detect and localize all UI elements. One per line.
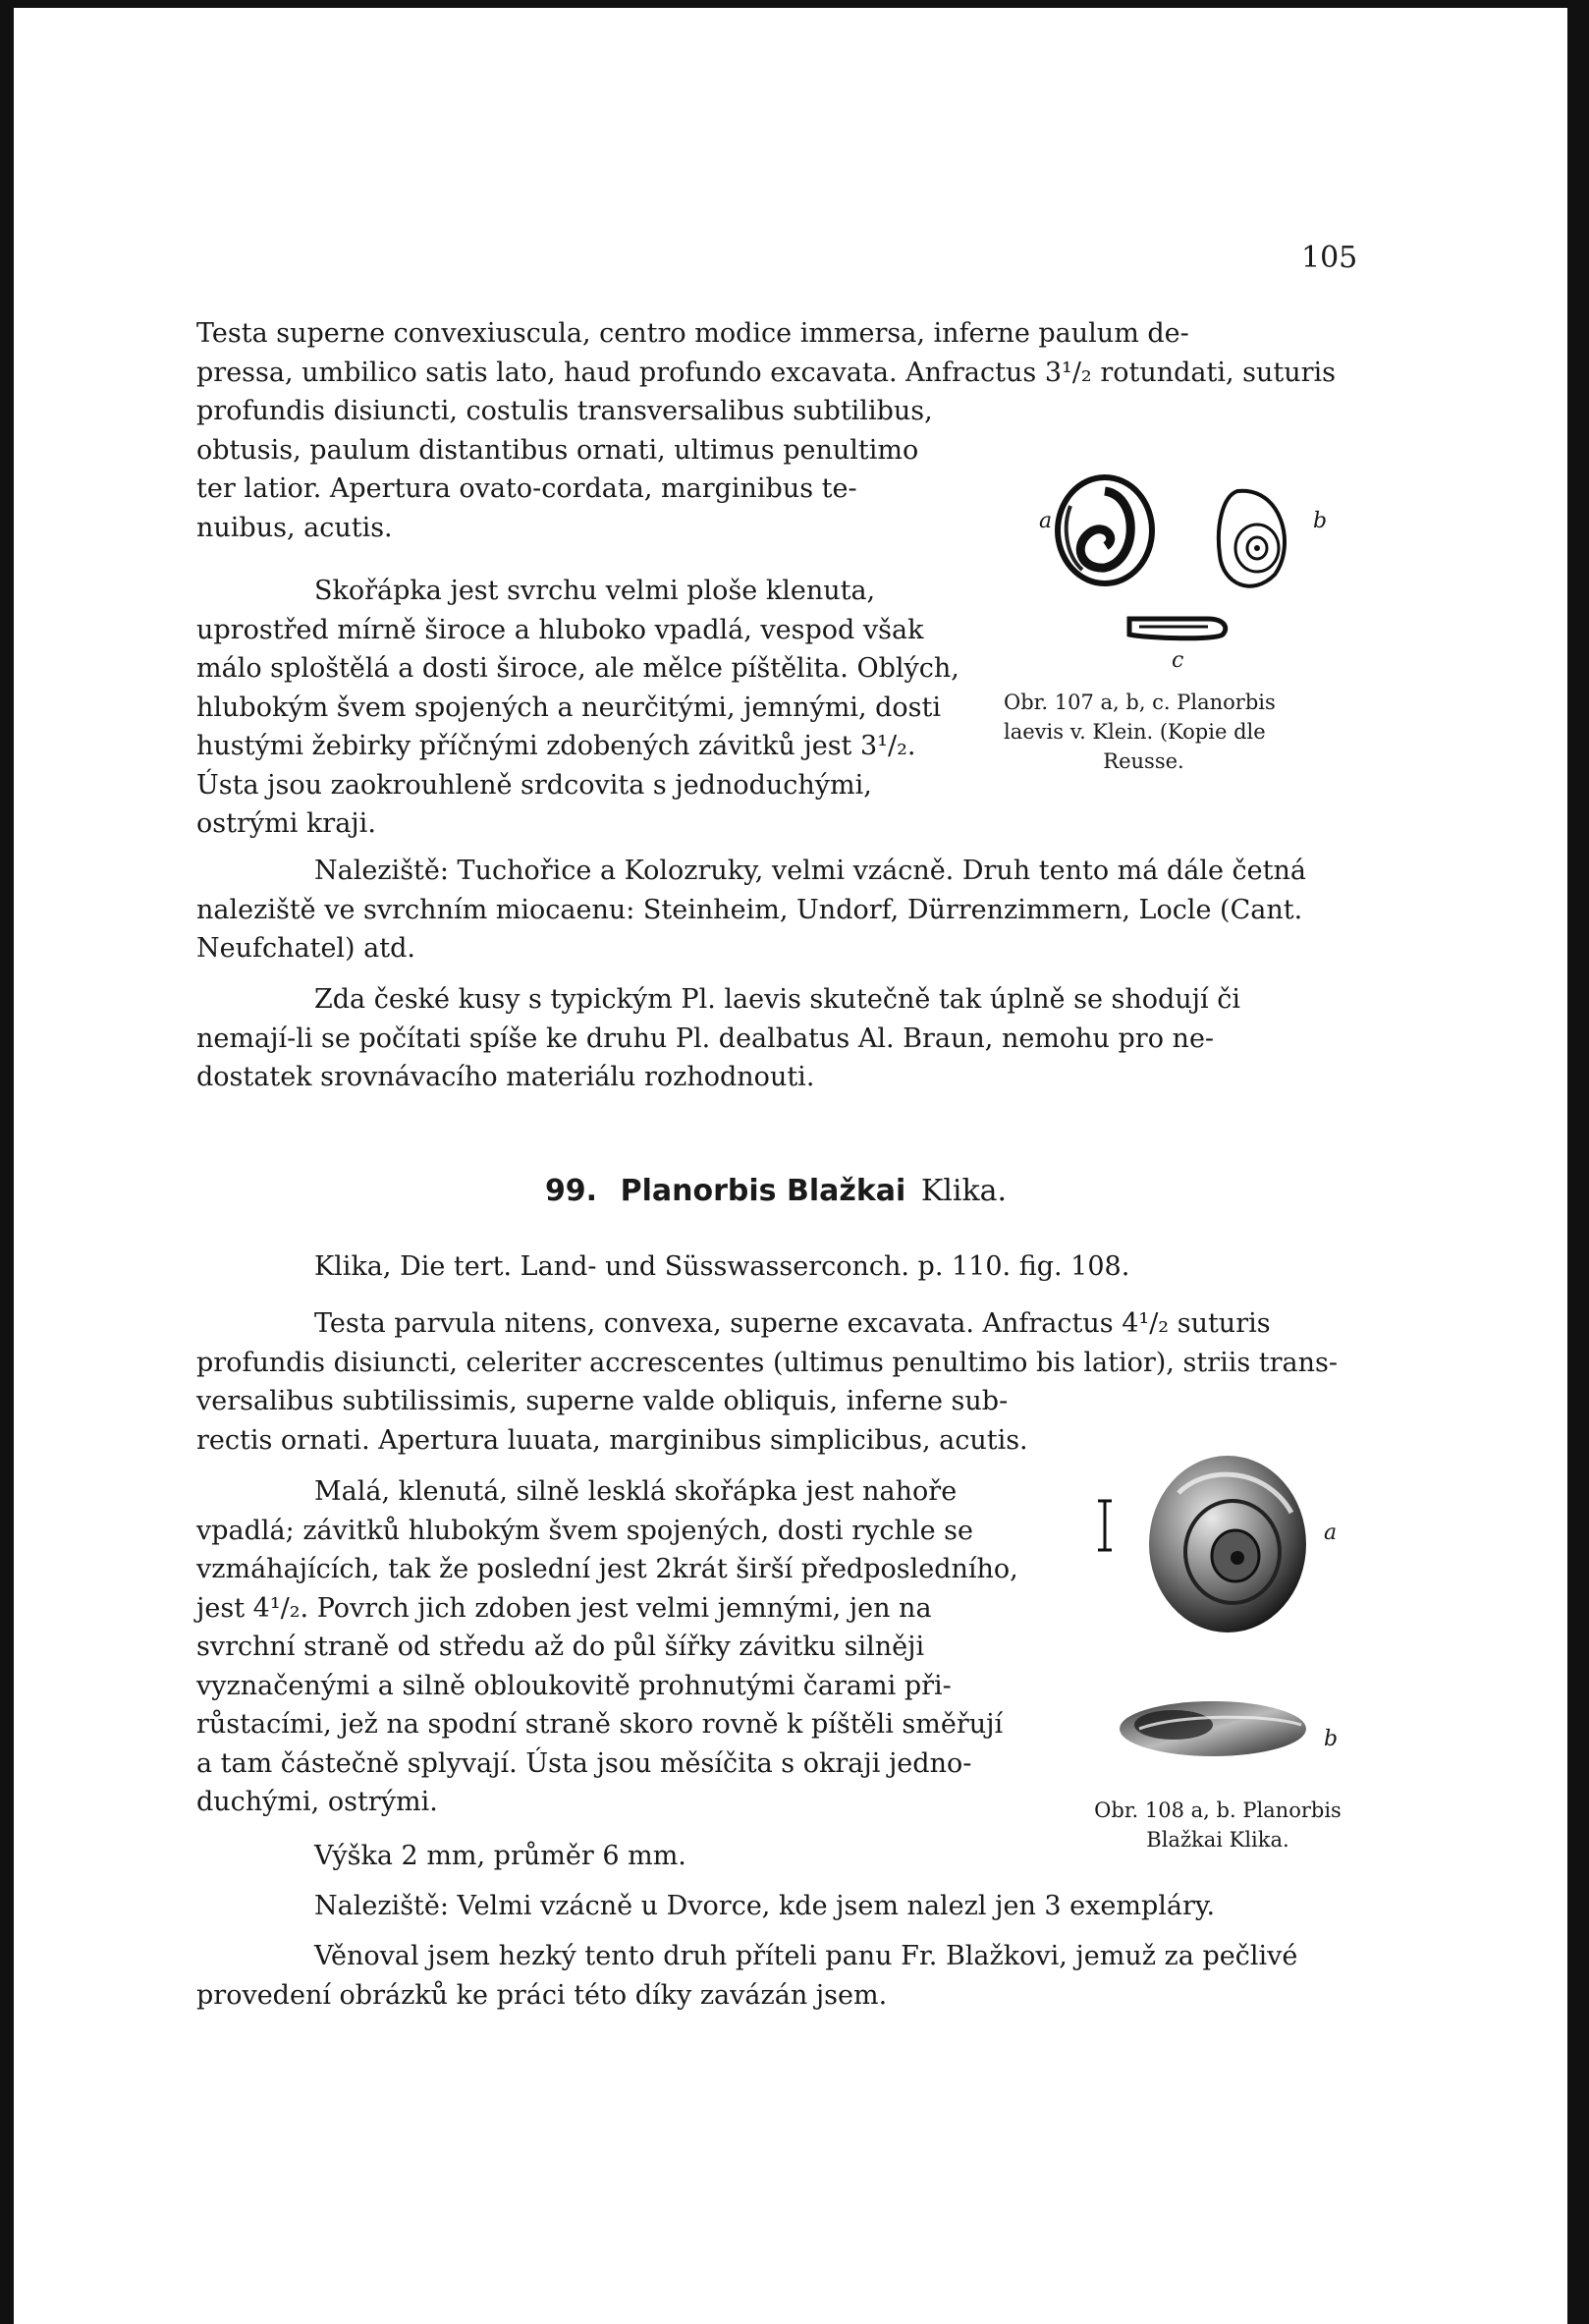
caption-line: Obr. 107 a, b, c. Planorbis [1004,691,1276,714]
text-line: Malá, klenutá, silně lesklá skořápka jest nahoře [314,1476,958,1507]
text-line: Zda české kusy s typickým Pl. laevis skutečně tak úplně se shodují či [314,984,1241,1015]
page-border-left [0,0,14,2324]
text-line: hustými žebirky příčnými zdobených závitků jest 3¹/₂. [196,731,916,761]
czech-description-laevis [196,572,972,844]
species-heading [196,1174,1355,1208]
text-line: Naleziště: Tuchořice a Kolozruky, velmi vzácně. Druh tento má dále četná [314,856,1306,886]
shell-107a-drawing [1058,477,1152,583]
caption-line: Reusse. [1103,749,1184,773]
latin-description-laevis [196,314,1355,392]
text-line: Ústa jsou zaokrouhleně srdcovita s jednoduchými, [196,769,872,801]
scale-bar-icon [1098,1501,1112,1550]
text-line: versalibus subtilissimis, superne valde obliquis, inferne sub- [196,1386,1009,1416]
figure-107-shells [1012,452,1336,648]
shell-107c-drawing [1129,619,1226,638]
page-border-right [1567,0,1589,2324]
text-line: nemají-li se počítati spíše ke druhu Pl. dealbatus Al. Braun, nemohu pro ne- [196,1023,1215,1054]
text-line: vzmáhajících, tak že poslední jest 2krát širší předposledního, [196,1554,1018,1584]
figure-108-caption [1080,1796,1355,1854]
page-border-top [0,0,1589,8]
figure-108-shells [1080,1434,1355,1788]
shell-108b-drawing [1120,1701,1306,1756]
species-number: 99. [544,1174,598,1208]
latin-description-blazkai [196,1304,1355,1382]
page-number: 105 [1301,241,1358,275]
literature-reference: Klika, Die tert. Land- und Süsswasserconch. p. 110. fig. 108. [314,1251,1130,1282]
remark-laevis [196,980,1355,1097]
locality-blazkai: Naleziště: Velmi vzácně u Dvorce, kde jsem nalezl jen 3 exempláry. [314,1891,1216,1921]
text-line: duchými, ostrými. [196,1787,438,1817]
text-line: nuibus, acutis. [196,512,393,543]
text-line: pressa, umbilico satis lato, haud profundo excavata. Anfractus 3¹/₂ rotundati, suturis [196,357,1337,388]
species-name: Planorbis Blažkai [620,1174,906,1208]
figure-107-label-a: a [1039,509,1053,533]
text-line: růstacími, jež na spodní straně skoro rovně k píštěli směřují [196,1709,1004,1740]
text-line: Věnoval jsem hezký tento druh příteli panu Fr. Blažkovi, jemuž za pečlivé [314,1941,1298,1971]
text-line: hlubokým švem spojených a neurčitými, jemnými, dosti [196,692,941,723]
species-author: Klika. [920,1174,1008,1208]
shell-108a-drawing [1149,1456,1306,1632]
figure-107-label-c: c [1172,648,1184,673]
text-line: provedení obrázků ke práci této díky zavázán jsem. [196,1979,888,2011]
figure-108-label-a: a [1324,1521,1338,1545]
figure-107-label-b: b [1313,509,1328,533]
figure-108-label-b: b [1324,1727,1339,1751]
locality-laevis [196,852,1355,968]
text-line: svrchní straně od středu až do půl šířky závitku silněji [196,1632,925,1662]
caption-line: Blažkai Klika. [1146,1828,1289,1852]
shell-107b-drawing [1219,491,1285,586]
text-line: Testa parvula nitens, convexa, superne excavata. Anfractus 4¹/₂ suturis [314,1308,1271,1339]
text-line: naleziště ve svrchním miocaenu: Steinheim, Undorf, Dürrenzimmern, Locle (Cant. [196,894,1303,925]
latin-description-blazkai-cont [196,1382,1041,1460]
text-line: Testa superne convexiuscula, centro modice immersa, inferne paulum de- [196,318,1189,349]
dimensions: Výška 2 mm, průměr 6 mm. [314,1841,686,1871]
caption-line: laevis v. Klein. (Kopie dle [1004,720,1266,744]
text-line: ter latior. Apertura ovato-cordata, marginibus te- [196,473,857,504]
text-line: uprostřed mírně široce a hluboko vpadlá, vespod však [196,614,924,645]
text-line: Neufchatel) atd. [196,933,415,964]
text-line: obtusis, paulum distantibus ornati, ultimus penultimo [196,434,919,466]
czech-description-blazkai [196,1472,1041,1822]
caption-line: Obr. 108 a, b. Planorbis [1094,1798,1342,1822]
text-line: dostatek srovnávacího materiálu rozhodnouti. [196,1062,815,1092]
figure-107-caption [1004,688,1362,776]
text-line: vpadlá; závitků hlubokým švem spojených, dosti rychle se [196,1515,973,1546]
text-line: rectis ornati. Apertura luuata, marginibus simplicibus, acutis. [196,1424,1028,1456]
text-line: jest 4¹/₂. Povrch jich zdoben jest velmi jemnými, jen na [196,1592,932,1624]
text-line: vyznačenými a silně obloukovitě prohnutými čarami při- [196,1670,952,1701]
dedication [196,1937,1355,2015]
text-line: málo sploštělá a dosti široce, ale mělce píštělita. Oblých, [196,653,959,684]
latin-description-laevis-cont [196,392,972,547]
text-line: profundis disiuncti, costulis transversalibus subtilibus, [196,396,933,426]
text-line: ostrými kraji. [196,808,376,839]
text-line: a tam částečně splyvají. Ústa jsou měsíčita s okraji jedno- [196,1747,972,1779]
text-line: profundis disiuncti, celeriter accrescentes (ultimus penultimo bis latior), striis trans- [196,1347,1339,1378]
text-line: Skořápka jest svrchu velmi ploše klenuta, [314,576,876,606]
